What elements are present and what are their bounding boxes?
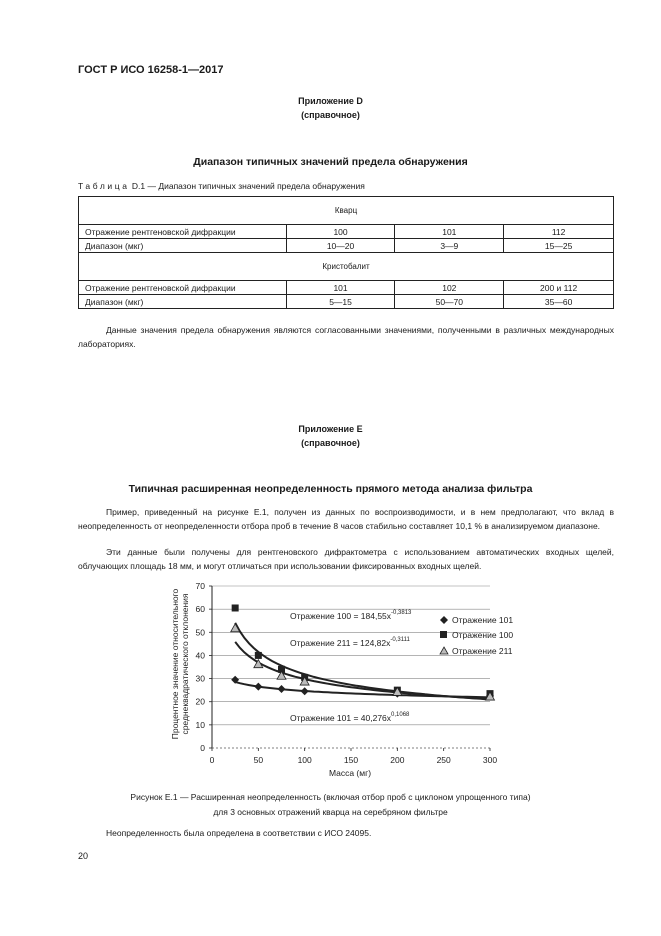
x-tick-label: 300 <box>482 755 498 765</box>
annex-d-label: Приложение D <box>298 96 363 106</box>
table-caption-text: D.1 — Диапазон типичных значений предела обнаружения <box>129 181 365 191</box>
table-cell: 10—20 <box>286 239 395 253</box>
data-point-diamond <box>254 683 262 691</box>
fit-label-100 <box>290 610 412 621</box>
legend-label-211: Отражение 211 <box>452 646 513 656</box>
annex-e-title: Типичная расширенная неопределенность прямого метода анализа фильтра <box>128 483 533 495</box>
legend-marker-square <box>440 631 447 638</box>
y-tick-label: 0 <box>200 743 205 753</box>
table-row <box>79 295 614 309</box>
table-group-cristobalite: Кристобалит <box>79 253 614 281</box>
annex-e-note: (справочное) <box>301 438 360 448</box>
y-axis-label <box>170 588 190 739</box>
annex-e-label: Приложение Е <box>298 424 363 434</box>
annex-d-title: Диапазон типичных значений предела обнаружения <box>193 156 468 168</box>
annex-d-note: (справочное) <box>301 110 360 120</box>
y-tick-label: 20 <box>195 696 205 707</box>
table-row <box>79 225 614 239</box>
table-cell: 15—25 <box>504 239 614 253</box>
fit-label-101 <box>290 712 410 723</box>
fit-label-101-text: Отражение 101 = 40,276x <box>290 713 392 723</box>
fit-label-101-exponent: 0,1068 <box>391 712 410 718</box>
figure-caption-line2: для 3 основных отражений кварца на серебряном фильтре <box>213 807 448 817</box>
fit-label-211-exponent: -0,3111 <box>390 637 410 643</box>
annex-d-heading <box>0 94 661 122</box>
y-tick-label: 10 <box>195 719 205 730</box>
data-point-diamond <box>301 687 309 695</box>
table-row <box>79 253 614 281</box>
table-cell: 102 <box>395 281 504 295</box>
x-tick-label: 250 <box>436 755 451 765</box>
fit-label-211-text: Отражение 211 = 124,82x <box>290 638 391 648</box>
table-caption <box>78 181 365 191</box>
annex-e-paragraph-2: Эти данные были получены для рентгеновского дифрактометра с использованием автоматических входных щелей, облучающих площадь 18 мм, и могут отличаться при использовании фиксированных входных щелей. <box>78 547 614 571</box>
y-tick-label: 70 <box>195 581 205 591</box>
annex-e-paragraph-1: Пример, приведенный на рисунке Е.1, получен из данных по воспроизводимости, и в нем предполагают, что вклад в неопределенность от неопределенности отбора проб в течение 8 часов стабильно составляет 10,1 % в анализируемом диапазоне. <box>78 507 614 531</box>
detection-limit-table <box>78 196 614 309</box>
fit-label-100-exponent: -0,3813 <box>391 610 412 616</box>
data-point-square <box>255 652 262 659</box>
table-cell: 5—15 <box>286 295 395 309</box>
legend-label-101: Отражение 101 <box>452 615 514 625</box>
y-axis-label-line2: среднеквадратического отклонения <box>180 593 190 735</box>
table-cell: 3—9 <box>395 239 504 253</box>
x-tick-label: 50 <box>253 755 264 765</box>
figure-caption <box>0 790 661 820</box>
table-row <box>79 239 614 253</box>
table-row <box>79 281 614 295</box>
table-group-quartz: Кварц <box>79 197 614 225</box>
table-cell: Отражение рентгеновской дифракции <box>79 225 287 239</box>
legend-marker-triangle <box>440 647 448 654</box>
table-cell: Отражение рентгеновской дифракции <box>79 281 287 295</box>
chart-legend <box>440 615 513 656</box>
plot-area <box>196 581 498 765</box>
y-tick-label: 40 <box>195 650 205 661</box>
table-cell: 35—60 <box>504 295 614 309</box>
table-row <box>79 197 614 225</box>
table-cell: 100 <box>286 225 395 239</box>
x-tick-label: 150 <box>343 755 359 765</box>
fit-label-100-text: Отражение 100 = 184,55x <box>290 611 392 621</box>
table-caption-prefix: Таблица <box>78 181 130 191</box>
y-tick-label: 50 <box>195 627 205 638</box>
x-tick-label: 0 <box>209 755 215 765</box>
legend-label-100: Отражение 100 <box>452 630 514 640</box>
annex-d-note-paragraph: Данные значения предела обнаружения являются согласованными значениями, полученными в различных международных лабораториях. <box>78 325 614 349</box>
y-tick-label: 30 <box>195 673 205 684</box>
uncertainty-chart <box>160 578 530 783</box>
x-axis-label: Масса (мг) <box>328 768 372 778</box>
table-cell: Диапазон (мкг) <box>79 295 287 309</box>
table-cell: 101 <box>395 225 504 239</box>
y-tick-label: 60 <box>195 604 205 615</box>
fit-label-211 <box>290 637 411 648</box>
legend-marker-diamond <box>440 616 448 624</box>
document-header: ГОСТ Р ИСО 16258-1—2017 <box>78 64 224 76</box>
table-cell: 101 <box>286 281 395 295</box>
x-tick-label: 100 <box>297 755 312 765</box>
table-cell: 50—70 <box>395 295 504 309</box>
annex-e-heading <box>0 422 661 450</box>
table-cell: 200 и 112 <box>504 281 614 295</box>
data-point-square <box>232 604 239 611</box>
page-number: 20 <box>78 851 89 861</box>
x-tick-label: 200 <box>390 755 405 765</box>
data-point-diamond <box>278 685 286 693</box>
y-axis-label-line1: Процентное значение относительного <box>170 588 180 740</box>
figure-caption-line1: Рисунок Е.1 — Расширенная неопределенность (включая отбор проб с циклоном упрощенного типа) <box>130 792 531 802</box>
table-cell: 112 <box>504 225 614 239</box>
table-cell: Диапазон (мкг) <box>79 239 287 253</box>
final-note: Неопределенность была определена в соответствии с ИСО 24095. <box>106 828 372 838</box>
